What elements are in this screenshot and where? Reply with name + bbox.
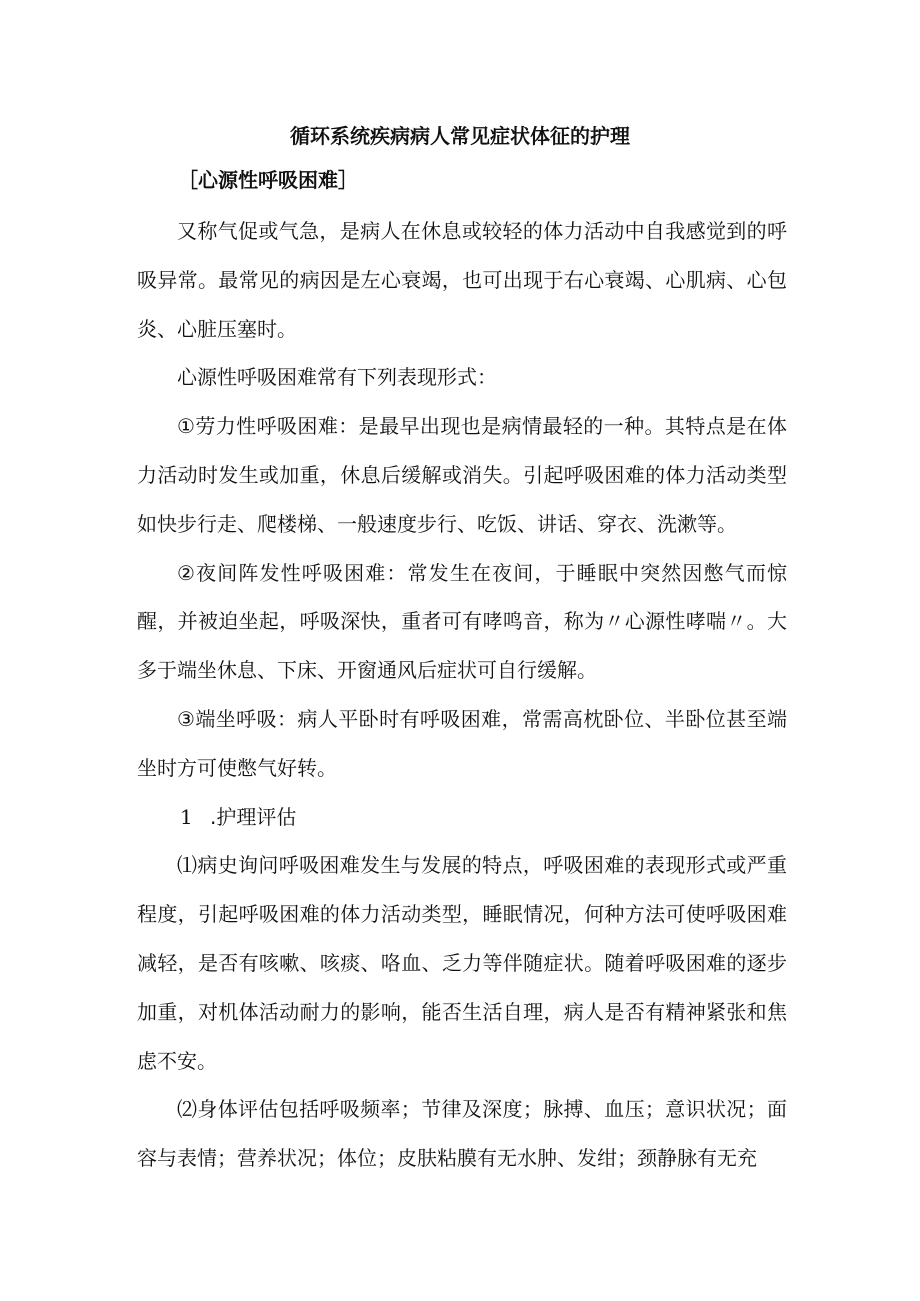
paragraph-forms-intro: 心源性呼吸困难常有下列表现形式： <box>177 365 497 390</box>
paragraph-history-inquiry: ⑴病史询问呼吸困难发生与发展的特点，呼吸困难的表现形式或严重程度，引起呼吸困难的体力活动类型，睡眠情况，何种方法可使呼吸困难减轻，是否有咳嗽、咳痰、咯血、乏力等伴随症状。随着呼吸困难的逐步加重，对机体活动耐力的影响，能否生活自理，病人是否有精神紧张和焦虑不安。 <box>137 853 787 1073</box>
list-item-label: .护理评估 <box>210 804 297 829</box>
paragraph-physical-assessment: ⑵身体评估包括呼吸频率；节律及深度；脉搏、血压；意识状况；面容与表情；营养状况；体位；皮肤粘膜有无水肿、发绀；颈静脉有无充 <box>137 1097 787 1171</box>
document-title: 循环系统疾病病人常见症状体征的护理 <box>290 124 630 148</box>
paragraph-exertional-dyspnea: ①劳力性呼吸困难：是最早出现也是病情最轻的一种。其特点是在体力活动时发生或加重，休息后缓解或消失。引起呼吸困难的体力活动类型如快步行走、爬楼梯、一般速度步行、吃饭、讲话、穿衣、洗漱等。 <box>137 414 787 536</box>
list-item-nursing-assessment <box>137 793 787 842</box>
paragraph-orthopnea: ③端坐呼吸：病人平卧时有呼吸困难，常需高枕卧位、半卧位甚至端坐时方可使憋气好转。 <box>137 706 787 780</box>
paragraph-definition: 又称气促或气急，是病人在休息或较轻的体力活动中自我感觉到的呼吸异常。最常见的病因是左心衰竭，也可出现于右心衰竭、心肌病、心包炎、心脏压塞时。 <box>137 219 787 341</box>
section-heading: ［心源性呼吸困难］ <box>178 168 358 192</box>
document-body <box>137 207 787 1183</box>
list-item-number: 1 <box>180 804 193 829</box>
paragraph-nocturnal-dyspnea: ②夜间阵发性呼吸困难：常发生在夜间，于睡眠中突然因憋气而惊醒，并被迫坐起，呼吸深快，重者可有哮鸣音，称为〃心源性哮喘〃。大多于端坐休息、下床、开窗通风后症状可自行缓解。 <box>137 560 787 683</box>
